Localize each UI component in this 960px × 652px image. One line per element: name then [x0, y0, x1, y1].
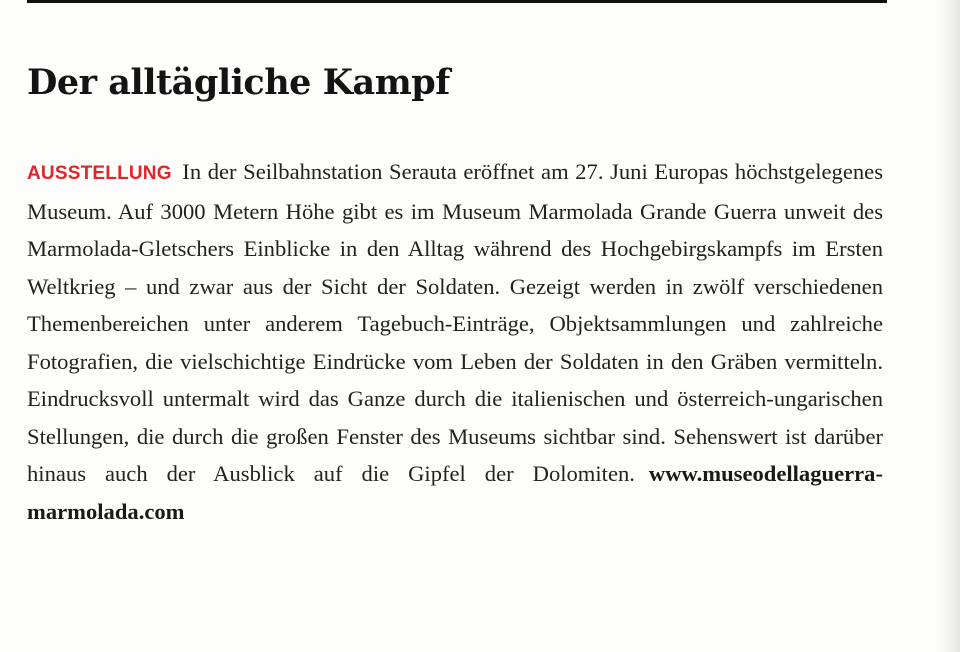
- top-rule: [27, 0, 887, 3]
- article-body: [27, 153, 883, 530]
- page-edge-shadow: [938, 0, 960, 652]
- article-body-text: In der Seilbahnstation Serauta eröffnet am 27. Juni Europas höchstgelegenes Museum. Auf 3000 Metern Höhe gibt es im Museum Marmolada Grande Guerra unweit des Marmolada-Gletschers Einblicke in den Alltag während des Hochgebirgskampfs im Ersten Weltkrieg – und zwar aus der Sicht der Soldaten. Gezeigt werden in zwölf verschiedenen Themenbereichen unter anderem Tagebuch-Einträge, Objektsammlungen und zahlreiche Fotografien, die vielschichtige Eindrücke vom Leben der Soldaten in den Gräben vermitteln. Eindrucksvoll untermalt wird das Ganze durch die italienischen und österreich-ungarischen Stellungen, die durch die großen Fenster des Museums sichtbar sind. Sehenswert ist darüber hinaus auch der Ausblick auf die Gipfel der Dolomiten.: [27, 159, 883, 486]
- section-kicker: AUSSTELLUNG: [27, 163, 172, 184]
- museum-website-link[interactable]: www.museodellaguerra-marmolada.com: [27, 461, 883, 524]
- article-headline: Der alltägliche Kampf: [27, 62, 450, 103]
